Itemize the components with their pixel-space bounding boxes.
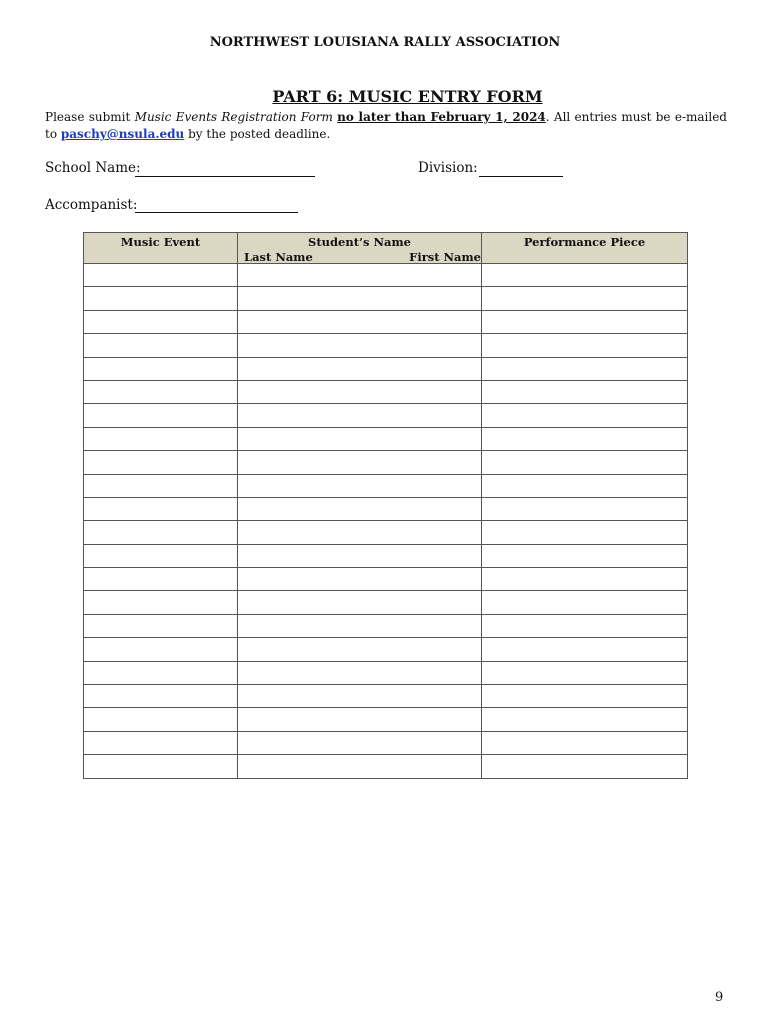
table-row (84, 310, 688, 333)
last-name-subheader: Last Name (244, 250, 313, 264)
music-event-cell[interactable] (84, 287, 238, 310)
table-row (84, 614, 688, 637)
performance-piece-cell[interactable] (482, 287, 688, 310)
performance-piece-cell[interactable] (482, 451, 688, 474)
table-row (84, 708, 688, 731)
music-event-cell[interactable] (84, 614, 238, 637)
music-event-cell[interactable] (84, 380, 238, 403)
intro-text-3: . All entries must be e-mailed to (45, 110, 727, 141)
student-name-cell[interactable] (238, 708, 482, 731)
music-entry-table (83, 232, 688, 779)
performance-piece-cell[interactable] (482, 661, 688, 684)
instructions-paragraph (45, 109, 727, 143)
table-header-row (84, 233, 688, 264)
performance-piece-cell[interactable] (482, 614, 688, 637)
student-name-header (238, 233, 482, 264)
music-event-cell[interactable] (84, 685, 238, 708)
performance-piece-cell[interactable] (482, 404, 688, 427)
table-row (84, 427, 688, 450)
table-row (84, 638, 688, 661)
table-row (84, 287, 688, 310)
table-row (84, 591, 688, 614)
music-event-cell[interactable] (84, 544, 238, 567)
student-name-cell[interactable] (238, 614, 482, 637)
music-event-cell[interactable] (84, 731, 238, 754)
page-number: 9 (715, 990, 724, 1005)
student-name-cell[interactable] (238, 310, 482, 333)
table-row (84, 380, 688, 403)
intro-text-1: Please submit (45, 110, 135, 124)
student-name-cell[interactable] (238, 638, 482, 661)
music-event-cell[interactable] (84, 568, 238, 591)
student-name-cell[interactable] (238, 661, 482, 684)
email-link[interactable]: paschy@nsula.edu (60, 127, 185, 141)
table-row (84, 685, 688, 708)
music-event-cell[interactable] (84, 357, 238, 380)
student-name-cell[interactable] (238, 264, 482, 287)
performance-piece-cell[interactable] (482, 380, 688, 403)
music-event-cell[interactable] (84, 310, 238, 333)
music-event-cell[interactable] (84, 521, 238, 544)
division-label: Division: (418, 160, 478, 176)
organization-heading: NORTHWEST LOUISIANA RALLY ASSOCIATION (209, 35, 561, 50)
student-name-cell[interactable] (238, 380, 482, 403)
music-event-cell[interactable] (84, 755, 238, 778)
performance-piece-cell[interactable] (482, 591, 688, 614)
performance-piece-cell[interactable] (482, 638, 688, 661)
performance-piece-cell[interactable] (482, 708, 688, 731)
table-row (84, 264, 688, 287)
accompanist-label: Accompanist: (45, 197, 138, 213)
student-name-cell[interactable] (238, 591, 482, 614)
student-name-cell[interactable] (238, 731, 482, 754)
performance-piece-cell[interactable] (482, 357, 688, 380)
form-name: Music Events Registration Form (134, 110, 333, 124)
table-row (84, 521, 688, 544)
music-event-cell[interactable] (84, 661, 238, 684)
table-body (84, 264, 688, 779)
performance-piece-cell[interactable] (482, 731, 688, 754)
deadline-text: no later than February 1, 2024 (337, 110, 546, 124)
student-name-cell[interactable] (238, 685, 482, 708)
music-event-cell[interactable] (84, 497, 238, 520)
performance-piece-cell[interactable] (482, 474, 688, 497)
student-name-cell[interactable] (238, 334, 482, 357)
student-name-cell[interactable] (238, 497, 482, 520)
table-row (84, 474, 688, 497)
music-event-cell[interactable] (84, 638, 238, 661)
school-name-field[interactable] (135, 176, 315, 177)
student-name-cell[interactable] (238, 521, 482, 544)
student-name-cell[interactable] (238, 287, 482, 310)
accompanist-field[interactable] (135, 212, 298, 213)
student-name-cell[interactable] (238, 451, 482, 474)
table-row (84, 357, 688, 380)
student-name-cell[interactable] (238, 568, 482, 591)
table-row (84, 568, 688, 591)
music-event-cell[interactable] (84, 591, 238, 614)
division-field[interactable] (479, 176, 563, 177)
student-name-cell[interactable] (238, 404, 482, 427)
student-name-cell[interactable] (238, 474, 482, 497)
student-name-cell[interactable] (238, 427, 482, 450)
performance-piece-cell[interactable] (482, 568, 688, 591)
performance-piece-header (482, 233, 688, 264)
table-row (84, 661, 688, 684)
music-event-cell[interactable] (84, 427, 238, 450)
music-event-cell[interactable] (84, 474, 238, 497)
performance-piece-cell[interactable] (482, 264, 688, 287)
student-name-header-label: Student’s Name (308, 235, 411, 249)
student-name-cell[interactable] (238, 755, 482, 778)
school-name-label: School Name: (45, 160, 141, 176)
student-name-cell[interactable] (238, 544, 482, 567)
music-event-cell[interactable] (84, 404, 238, 427)
table-row (84, 451, 688, 474)
performance-piece-cell[interactable] (482, 310, 688, 333)
student-name-cell[interactable] (238, 357, 482, 380)
performance-piece-cell[interactable] (482, 755, 688, 778)
music-event-cell[interactable] (84, 264, 238, 287)
performance-piece-cell[interactable] (482, 334, 688, 357)
music-event-cell[interactable] (84, 708, 238, 731)
music-event-cell[interactable] (84, 451, 238, 474)
music-event-header (84, 233, 238, 264)
performance-piece-cell[interactable] (482, 427, 688, 450)
table-row (84, 497, 688, 520)
table-row (84, 334, 688, 357)
table-row (84, 731, 688, 754)
performance-piece-cell[interactable] (482, 685, 688, 708)
form-title: PART 6: MUSIC ENTRY FORM (272, 87, 543, 106)
music-event-header-label: Music Event (120, 235, 201, 249)
intro-text-4: by the posted deadline. (184, 127, 331, 141)
table-row (84, 404, 688, 427)
performance-piece-header-label: Performance Piece (523, 235, 646, 249)
table-row (84, 544, 688, 567)
performance-piece-cell[interactable] (482, 544, 688, 567)
first-name-subheader: First Name (409, 250, 481, 264)
music-event-cell[interactable] (84, 334, 238, 357)
performance-piece-cell[interactable] (482, 521, 688, 544)
table-row (84, 755, 688, 778)
performance-piece-cell[interactable] (482, 497, 688, 520)
